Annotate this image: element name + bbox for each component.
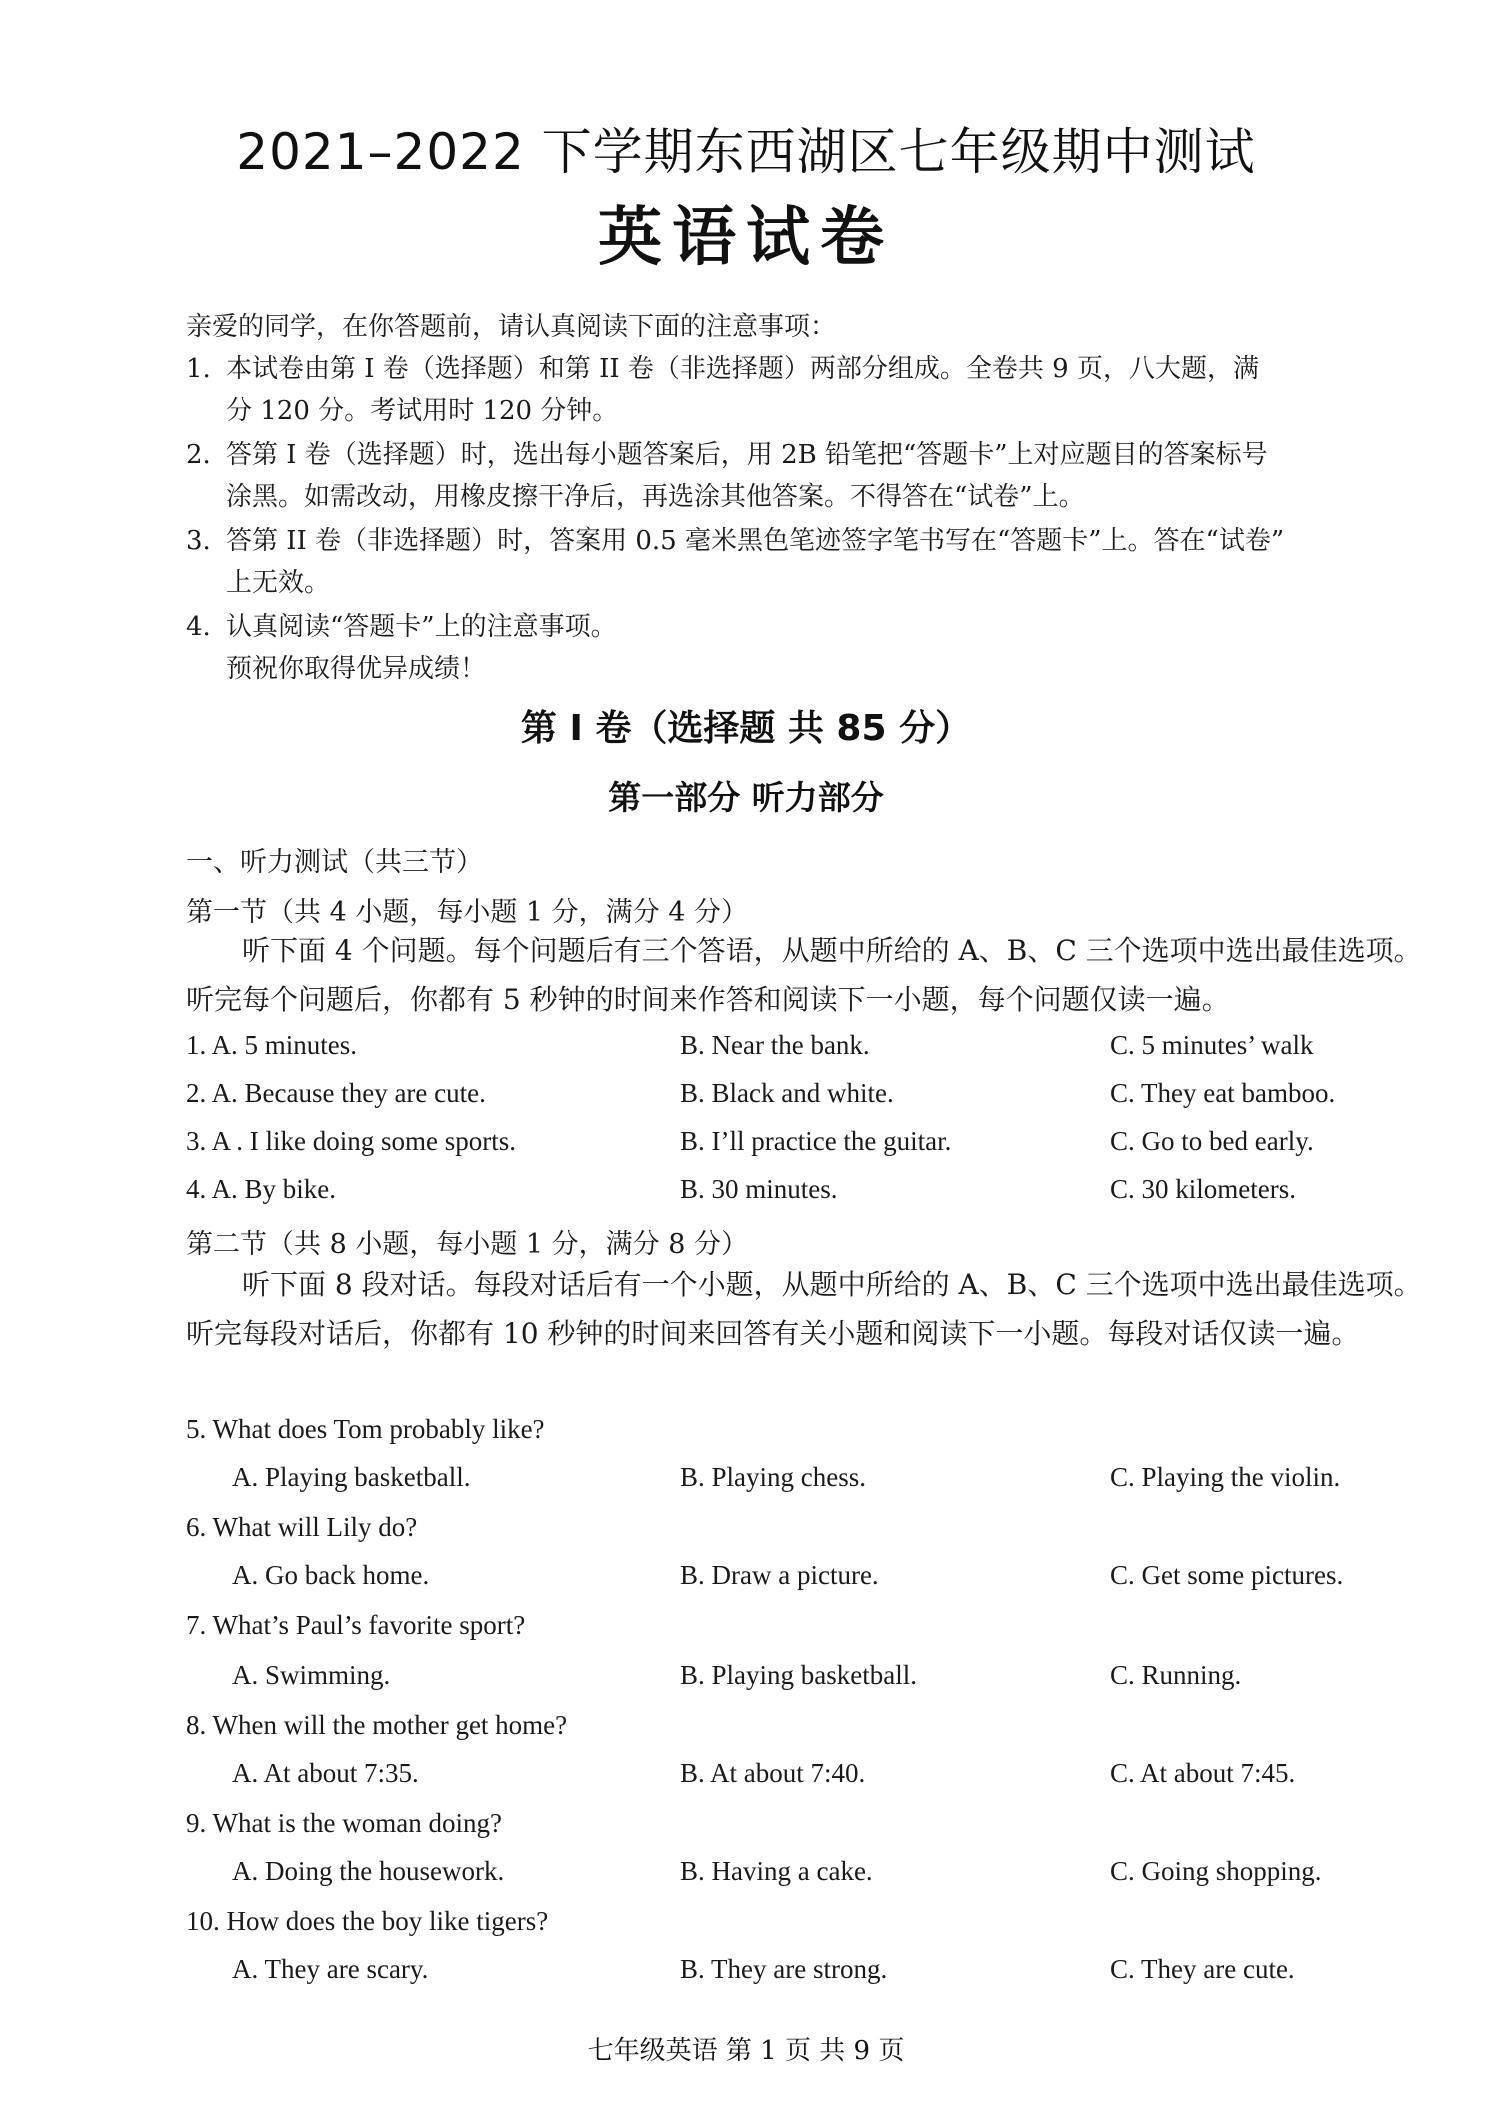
notice-num: 3. xyxy=(186,526,211,556)
option-b: B. At about 7:40. xyxy=(680,1758,866,1788)
option-a: 2. A. Because they are cute. xyxy=(186,1078,486,1108)
question-row xyxy=(0,1126,1492,1166)
option-a: 4. A. By bike. xyxy=(186,1174,337,1204)
question-row xyxy=(0,1856,1492,1896)
option-c: C. They eat bamboo. xyxy=(1110,1078,1336,1108)
option-c: C. Running. xyxy=(1110,1660,1242,1690)
question-row xyxy=(0,1462,1492,1502)
option-b: B. Black and white. xyxy=(680,1078,894,1108)
option-b: B. Having a cake. xyxy=(680,1856,873,1886)
notice-text: 答第 II 卷（非选择题）时，答案用 0.5 毫米黑色笔迹签字笔书写在“答题卡”上。答在“试卷” xyxy=(226,526,1285,556)
option-a: A. At about 7:35. xyxy=(232,1758,419,1788)
question-row xyxy=(0,1078,1492,1118)
question-row xyxy=(0,1030,1492,1070)
option-c: C. At about 7:45. xyxy=(1110,1758,1296,1788)
section2-instructions: 听下面 8 段对话。每段对话后有一个小题，从题中所给的 A、B、C 三个选项中选出最佳选项。听完每段对话后，你都有 10 秒钟的时间来回答有关小题和阅读下一小题。每段对话仅读一遍。 xyxy=(186,1268,1422,1350)
option-b: B. I’ll practice the guitar. xyxy=(680,1126,952,1156)
question-stem: 10. How does the boy like tigers? xyxy=(186,1906,549,1936)
option-c: C. Going shopping. xyxy=(1110,1856,1322,1886)
question-row xyxy=(0,1560,1492,1600)
page-footer: 七年级英语 第 1 页 共 9 页 xyxy=(587,2036,905,2066)
notice-item-1 xyxy=(186,348,1259,385)
option-b: B. Near the bank. xyxy=(680,1030,870,1060)
notice-item-3 xyxy=(186,520,1284,557)
part-heading: 第一部分 听力部分 xyxy=(608,778,884,817)
notice-num: 4. xyxy=(186,612,211,642)
option-c: C. They are cute. xyxy=(1110,1954,1295,1984)
section1-instructions: 听下面 4 个问题。每个问题后有三个答语，从题中所给的 A、B、C 三个选项中选出最佳选项。听完每个问题后，你都有 5 秒钟的时间来作答和阅读下一小题，每个问题仅读一遍。 xyxy=(186,934,1422,1016)
option-c: C. 30 kilometers. xyxy=(1110,1174,1296,1204)
option-c: C. Go to bed early. xyxy=(1110,1126,1314,1156)
question-stem: 5. What does Tom probably like? xyxy=(186,1414,545,1444)
question-row xyxy=(0,1758,1492,1798)
option-b: B. Playing basketball. xyxy=(680,1660,917,1690)
question-row xyxy=(0,1174,1492,1214)
question-row xyxy=(0,1954,1492,1994)
notice-item-2-cont: 涂黑。如需改动，用橡皮擦干净后，再选涂其他答案。不得答在“试卷”上。 xyxy=(226,482,1085,512)
question-row xyxy=(0,1660,1492,1700)
section-heading: 一、听力测试（共三节） xyxy=(186,847,483,878)
question-stem: 7. What’s Paul’s favorite sport? xyxy=(186,1610,526,1640)
option-a: A. Go back home. xyxy=(232,1560,430,1590)
notice-item-4 xyxy=(186,606,617,643)
question-stem: 8. When will the mother get home? xyxy=(186,1710,568,1740)
option-a: 3. A . I like doing some sports. xyxy=(186,1126,516,1156)
notice-item-1-cont: 分 120 分。考试用时 120 分钟。 xyxy=(226,396,619,426)
notice-text: 答第 I 卷（选择题）时，选出每小题答案后，用 2B 铅笔把“答题卡”上对应题目的答案标号 xyxy=(226,440,1268,470)
option-a: A. Doing the housework. xyxy=(232,1856,505,1886)
option-b: B. 30 minutes. xyxy=(680,1174,838,1204)
option-a: 1. A. 5 minutes. xyxy=(186,1030,358,1060)
question-stem: 6. What will Lily do? xyxy=(186,1512,418,1542)
notice-item-3-cont: 上无效。 xyxy=(226,568,331,598)
option-c: C. Get some pictures. xyxy=(1110,1560,1344,1590)
volume-heading: 第 I 卷（选择题 共 85 分） xyxy=(520,708,972,749)
option-c: C. Playing the violin. xyxy=(1110,1462,1341,1492)
option-c: C. 5 minutes’ walk xyxy=(1110,1030,1314,1060)
notice-item-2 xyxy=(186,434,1268,471)
option-b: B. Draw a picture. xyxy=(680,1560,879,1590)
notice-wish: 预祝你取得优异成绩！ xyxy=(226,654,487,684)
exam-subtitle: 英语试卷 xyxy=(598,201,894,275)
notice-num: 2. xyxy=(186,440,211,470)
option-b: B. They are strong. xyxy=(680,1954,888,1984)
option-a: A. They are scary. xyxy=(232,1954,429,1984)
exam-title: 2021–2022 下学期东西湖区七年级期中测试 xyxy=(236,123,1256,181)
notice-intro: 亲爱的同学，在你答题前，请认真阅读下面的注意事项： xyxy=(186,312,837,342)
section2-title: 第二节（共 8 小题，每小题 1 分，满分 8 分） xyxy=(186,1229,749,1260)
option-b: B. Playing chess. xyxy=(680,1462,866,1492)
notice-text: 认真阅读“答题卡”上的注意事项。 xyxy=(226,612,617,642)
notice-text: 本试卷由第 I 卷（选择题）和第 II 卷（非选择题）两部分组成。全卷共 9 页，八大题，满 xyxy=(226,354,1259,384)
notice-num: 1. xyxy=(186,354,211,384)
question-stem: 9. What is the woman doing? xyxy=(186,1808,502,1838)
section1-title: 第一节（共 4 小题，每小题 1 分，满分 4 分） xyxy=(186,897,749,928)
option-a: A. Playing basketball. xyxy=(232,1462,471,1492)
option-a: A. Swimming. xyxy=(232,1660,391,1690)
